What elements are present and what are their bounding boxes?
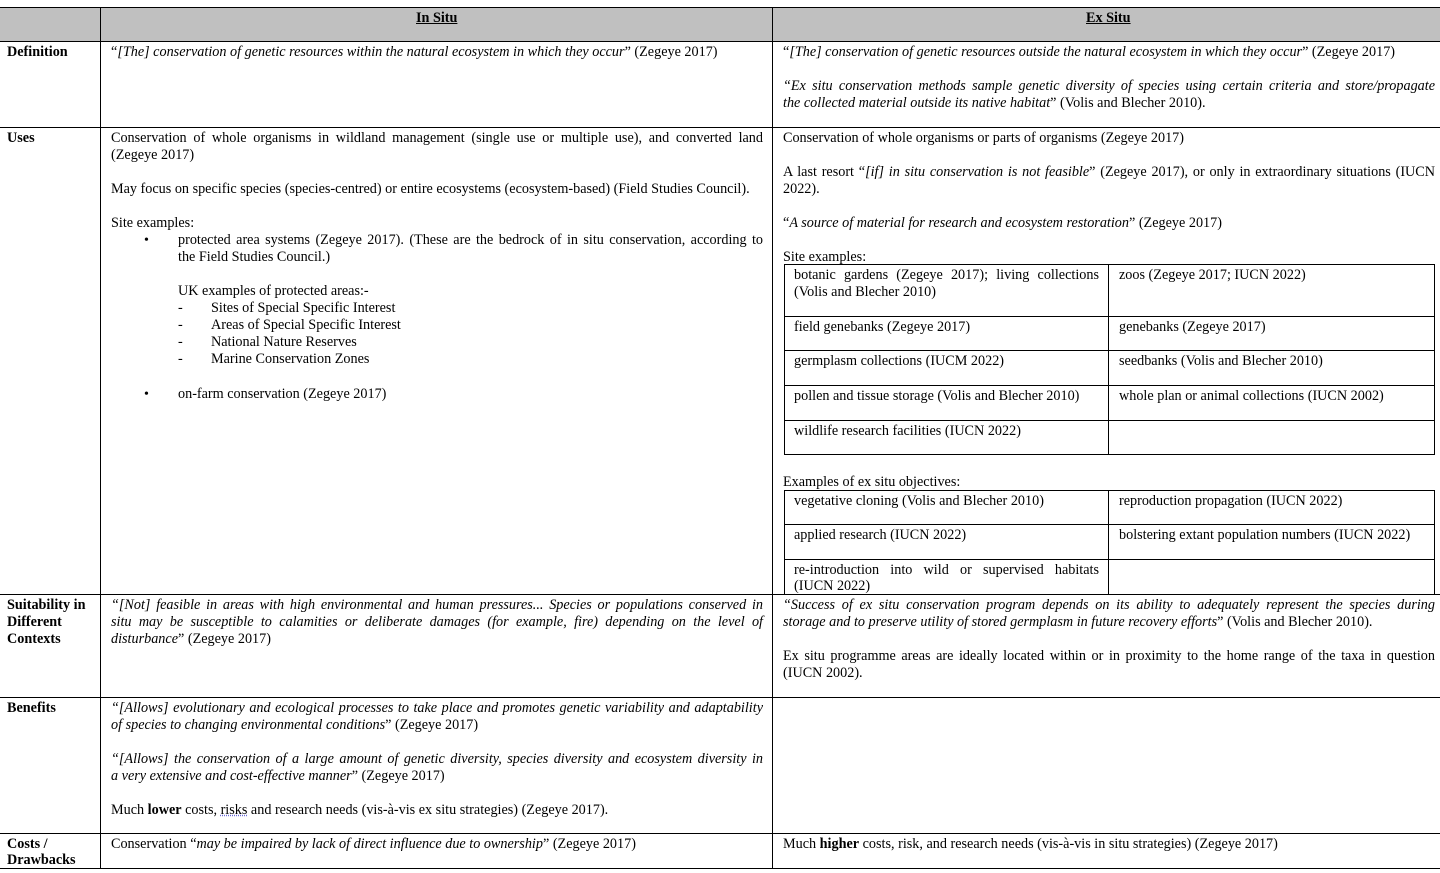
objectives-table-cell: reproduction propagation (IUCN 2022) <box>1119 493 1343 509</box>
rule <box>0 7 1440 8</box>
site-table-rule <box>784 385 1435 386</box>
ex-situ-uses-text: 2022). <box>783 181 820 197</box>
in-situ-uses-text: Conservation of whole organisms in wildland management (single use or multiple use), and converted land <box>111 130 763 146</box>
site-table-cell: (Volis and Blecher 2010) <box>794 284 936 300</box>
in-situ-benefit: of species to changing environmental conditions” (Zegeye 2017) <box>111 717 479 733</box>
in-situ-benefit: a very extensive and cost-effective manner” (Zegeye 2017) <box>111 768 445 784</box>
in-situ-benefit: Much lower costs, risks and research needs (vis-à-vis ex situ strategies) (Zegeye 2017). <box>111 802 609 818</box>
ex-situ-uses-text: Conservation of whole organisms or parts of organisms (Zegeye 2017) <box>783 130 1184 146</box>
objectives-table-cell: applied research (IUCN 2022) <box>794 527 967 543</box>
site-table-cell: field genebanks (Zegeye 2017) <box>794 319 971 335</box>
ex-situ-suitability: storage and to preserve utility of stored germplasm in future recovery efforts” (Volis and Blecher 2010). <box>783 614 1373 630</box>
row-label-uses: Uses <box>7 130 35 146</box>
uk-example-item: Sites of Special Specific Interest <box>211 300 396 316</box>
in-situ-bullet-text: on-farm conservation (Zegeye 2017) <box>178 386 387 402</box>
in-situ-costs: Conservation “may be impaired by lack of direct influence due to ownership” (Zegeye 2017) <box>111 836 636 852</box>
objectives-table-rule <box>784 524 1435 525</box>
row-label-costs: Costs / <box>7 836 48 852</box>
header-row <box>0 8 1440 42</box>
in-situ-uses-text: May focus on specific species (species-centred) or entire ecosystems (ecosystem-based) (Field Studies Council). <box>111 181 750 197</box>
rule <box>0 697 1440 698</box>
in-situ-benefit: “[Allows] evolutionary and ecological processes to take place and promotes genetic variability and adaptability <box>111 700 763 716</box>
in-situ-definition: “[The] conservation of genetic resources within the natural ecosystem in which they occur” (Zegeye 2017) <box>111 44 718 60</box>
objectives-table-cell: bolstering extant population numbers (IUCN 2022) <box>1119 527 1411 543</box>
column-header-ex-situ: Ex Situ <box>1086 10 1131 26</box>
row-label-suitability: Contexts <box>7 631 61 647</box>
in-situ-suitability: “[Not] feasible in areas with high environmental and human pressures... Species or populations conserved in <box>111 597 763 613</box>
dash-icon: - <box>178 334 183 350</box>
row-label-suitability: Suitability in <box>7 597 86 613</box>
site-table-cell: genebanks (Zegeye 2017) <box>1119 319 1266 335</box>
in-situ-site-examples-label: Site examples: <box>111 215 195 231</box>
objectives-table-cell: re-introduction into wild or supervised habitats <box>794 562 1099 578</box>
rule <box>0 868 1440 869</box>
column-header-in-situ: In Situ <box>416 10 458 26</box>
site-table-cell: zoos (Zegeye 2017; IUCN 2022) <box>1119 267 1306 283</box>
ex-situ-uses-text: A last resort “[if] in situ conservation is not feasible” (Zegeye 2017), or only in extraordinary situations (IUCN <box>783 164 1436 180</box>
row-label-definition: Definition <box>7 44 68 60</box>
dash-icon: - <box>178 351 183 367</box>
row-label-benefits: Benefits <box>7 700 56 716</box>
uk-examples-intro: UK examples of protected areas:- <box>178 283 369 299</box>
bullet-icon: • <box>144 387 149 402</box>
in-situ-uses-text: (Zegeye 2017) <box>111 147 195 163</box>
site-table-cell: germplasm collections (IUCM 2022) <box>794 353 1005 369</box>
in-situ-benefit: “[Allows] the conservation of a large amount of genetic diversity, species diversity and ecosystem diversity in <box>111 751 763 767</box>
bullet-icon: • <box>144 233 149 248</box>
column-divider <box>772 7 773 869</box>
objectives-table-rule <box>784 559 1435 560</box>
dash-icon: - <box>178 300 183 316</box>
dash-icon: - <box>178 317 183 333</box>
site-table-cell: botanic gardens (Zegeye 2017); living collections <box>794 267 1099 283</box>
site-table-cell: seedbanks (Volis and Blecher 2010) <box>1119 353 1323 369</box>
site-table-cell: pollen and tissue storage (Volis and Blecher 2010) <box>794 388 1080 404</box>
ex-situ-suitability: Ex situ programme areas are ideally located within or in proximity to the home range of the taxa in question <box>783 648 1435 664</box>
site-table-cell: whole plan or animal collections (IUCN 2002) <box>1119 388 1384 404</box>
ex-situ-site-examples-label: Site examples: <box>783 249 867 265</box>
site-table-rule <box>784 316 1435 317</box>
rule <box>0 127 1440 128</box>
column-divider <box>100 7 101 869</box>
in-situ-suitability: disturbance” (Zegeye 2017) <box>111 631 271 647</box>
row-label-suitability: Different <box>7 614 62 630</box>
row-label-costs: Drawbacks <box>7 852 76 868</box>
rule <box>0 833 1440 834</box>
ex-situ-definition: “Ex situ conservation methods sample genetic diversity of species using certain criteria and store/propagate <box>783 78 1435 94</box>
rule <box>0 41 1440 42</box>
ex-situ-suitability: (IUCN 2002). <box>783 665 863 681</box>
objectives-table-cell: vegetative cloning (Volis and Blecher 2010) <box>794 493 1044 509</box>
in-situ-bullet-text: the Field Studies Council.) <box>178 249 331 265</box>
ex-situ-suitability: “Success of ex situ conservation program depends on its ability to adequately represent the species during <box>783 597 1435 613</box>
uk-example-item: Marine Conservation Zones <box>211 351 370 367</box>
site-table-rule <box>784 350 1435 351</box>
ex-situ-costs: Much higher costs, risk, and research needs (vis-à-vis in situ strategies) (Zegeye 2017) <box>783 836 1278 852</box>
in-situ-suitability: situ may be susceptible to calamities or deliberate damages (for example, fire) depending on the level of <box>111 614 763 630</box>
site-table-cell: wildlife research facilities (IUCN 2022) <box>794 423 1021 439</box>
objectives-table-cell: (IUCN 2022) <box>794 578 871 594</box>
uk-example-item: Areas of Special Specific Interest <box>211 317 401 333</box>
objectives-table-divider <box>1108 490 1109 595</box>
site-table-rule <box>784 420 1435 421</box>
ex-situ-objectives-label: Examples of ex situ objectives: <box>783 474 961 490</box>
site-table-divider <box>1108 264 1109 455</box>
ex-situ-uses-text: “A source of material for research and ecosystem restoration” (Zegeye 2017) <box>783 215 1222 231</box>
ex-situ-definition: the collected material outside its native habitat” (Volis and Blecher 2010). <box>783 95 1206 111</box>
ex-situ-definition: “[The] conservation of genetic resources outside the natural ecosystem in which they occur” (Zegeye 2017) <box>783 44 1396 60</box>
uk-example-item: National Nature Reserves <box>211 334 357 350</box>
in-situ-bullet-text: protected area systems (Zegeye 2017). (These are the bedrock of in situ conservation, according to <box>178 232 763 248</box>
